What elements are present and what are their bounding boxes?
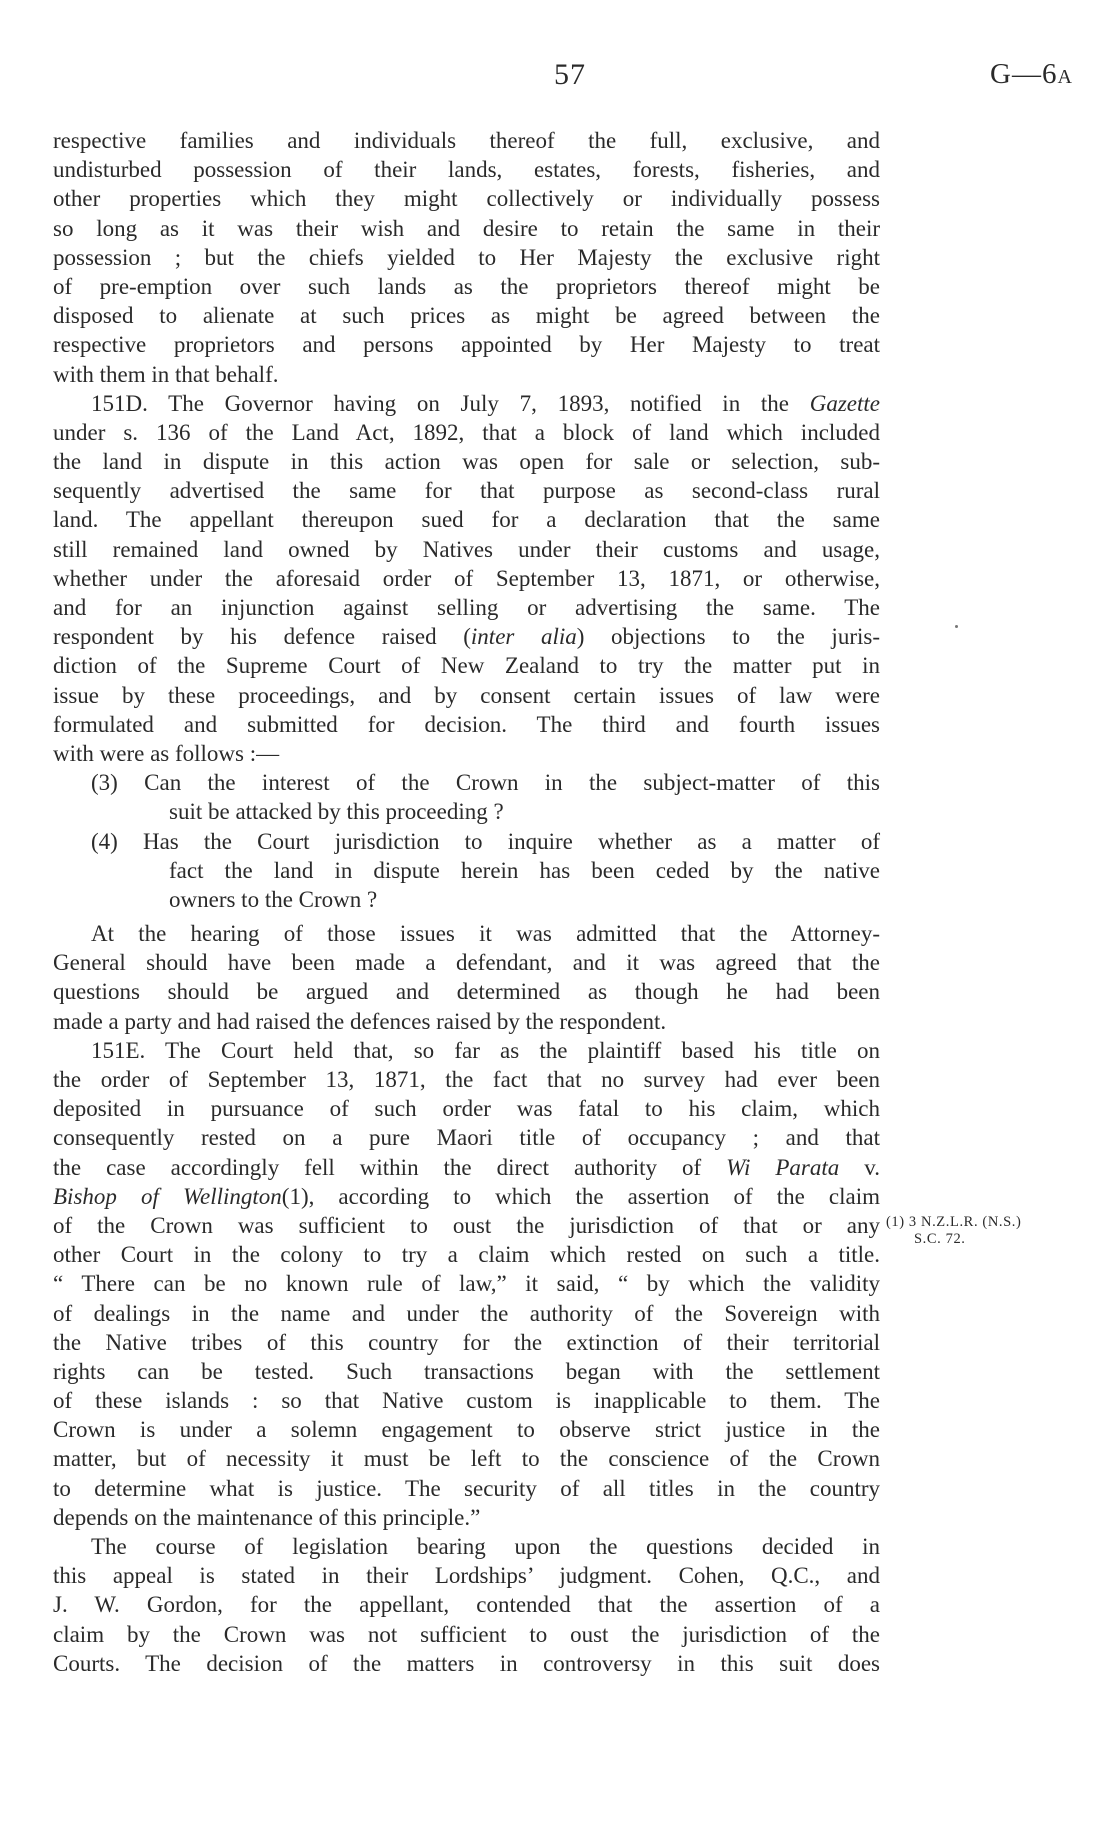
citation-line: S.C. 72. (914, 1231, 966, 1247)
text-line: the Native tribes of this country for the extinction of their territorial (53, 1329, 880, 1355)
issue-line: suit be attacked by this proceeding ? (169, 799, 504, 825)
text-line: under s. 136 of the Land Act, 1892, that a block of land which included (53, 419, 880, 445)
text-line: deposited in pursuance of such order was fatal to his claim, which (53, 1096, 880, 1122)
text-line: formulated and submitted for decision. The third and fourth issues (53, 711, 880, 737)
text-line: matter, but of necessity it must be left to the conscience of the Crown (53, 1446, 880, 1472)
text-line: other properties which they might collectively or individually possess (53, 186, 880, 212)
text-line: with were as follows :— (53, 740, 280, 766)
text-line: claim by the Crown was not sufficient to oust the jurisdiction of the (53, 1621, 880, 1647)
text-line: of dealings in the name and under the authority of the Sovereign with (53, 1300, 880, 1326)
text-line: 151D. The Governor having on July 7, 1893, notified in the Gazette (91, 390, 880, 416)
text-line: undisturbed possession of their lands, estates, forests, fisheries, and (53, 157, 880, 183)
text-line: sequently advertised the same for that purpose as second-class rural (53, 478, 880, 504)
text-line: whether under the aforesaid order of September 13, 1871, or otherwise, (53, 565, 880, 591)
text-line: land. The appellant thereupon sued for a declaration that the same (53, 507, 880, 533)
page-number: 57 (554, 58, 586, 91)
text-line: respective families and individuals thereof the full, exclusive, and (53, 128, 880, 153)
text-line: rights can be tested. Such transactions began with the settlement (53, 1358, 880, 1384)
body-text (53, 126, 880, 1678)
text-line: J. W. Gordon, for the appellant, contended that the assertion of a (53, 1592, 880, 1618)
text-line: possession ; but the chiefs yielded to Her Majesty the exclusive right (53, 244, 880, 270)
text-line: and for an injunction against selling or advertising the same. The (53, 595, 880, 620)
text-line: with them in that behalf. (53, 361, 279, 387)
text-line: the land in dispute in this action was open for sale or selection, sub- (53, 449, 880, 475)
citation-line: (1) 3 N.Z.L.R. (N.S.) (886, 1214, 1022, 1230)
text-line: depends on the maintenance of this principle.” (53, 1504, 481, 1530)
text-line: consequently rested on a pure Maori title of occupancy ; and that (53, 1125, 880, 1151)
text-line: other Court in the colony to try a claim which rested on such a title. (53, 1242, 880, 1268)
text-line: 151E. The Court held that, so far as the plaintiff based his title on (91, 1037, 880, 1063)
text-line: so long as it was their wish and desire to retain the same in their (53, 215, 880, 241)
text-line: The course of legislation bearing upon the questions decided in (91, 1534, 880, 1559)
text-line: the case accordingly fell within the direct authority of Wi Parata v. (53, 1154, 880, 1180)
text-line: still remained land owned by Natives under their customs and usage, (53, 536, 880, 562)
text-line: respondent by his defence raised (inter alia) objections to the juris- (53, 624, 880, 650)
text-line: questions should be argued and determined as though he had been (53, 979, 880, 1005)
text-line: issue by these proceedings, and by consent certain issues of law were (53, 682, 880, 708)
text-line: Courts. The decision of the matters in controversy in this suit does (53, 1650, 880, 1676)
series-code-main: G—6 (990, 58, 1058, 90)
text-line: to determine what is justice. The security of all titles in the country (53, 1475, 880, 1501)
text-line: diction of the Supreme Court of New Zealand to try the matter put in (53, 653, 880, 679)
issue-line: owners to the Crown ? (169, 886, 378, 912)
text-line: Bishop of Wellington(1), according to which the assertion of the claim (53, 1183, 880, 1209)
text-line: of the Crown was sufficient to oust the jurisdiction of that or any (53, 1212, 880, 1238)
issue-line: (4) Has the Court jurisdiction to inquire whether as a matter of (91, 828, 880, 854)
text-line: disposed to alienate at such prices as might be agreed between the (53, 303, 880, 329)
text-line: this appeal is stated in their Lordships’ judgment. Cohen, Q.C., and (53, 1563, 880, 1589)
text-line: made a party and had raised the defences raised by the respondent. (53, 1008, 667, 1034)
text-line: of these islands : so that Native custom is inapplicable to them. The (53, 1388, 880, 1414)
text-line: General should have been made a defendant, and it was agreed that the (53, 950, 880, 976)
text-line: Crown is under a solemn engagement to observe strict justice in the (53, 1417, 880, 1443)
text-line: “ There can be no known rule of law,” it said, “ by which the validity (53, 1271, 880, 1297)
issue-line: fact the land in dispute herein has been ceded by the native (169, 857, 880, 883)
text-line: respective proprietors and persons appointed by Her Majesty to treat (53, 332, 880, 358)
series-code-sub: A (1057, 66, 1073, 88)
text-line: of pre-emption over such lands as the proprietors thereof might be (53, 273, 880, 299)
text-line: At the hearing of those issues it was admitted that the Attorney- (91, 921, 880, 947)
issue-line: (3) Can the interest of the Crown in the subject-matter of this (91, 770, 880, 796)
margin-citation (886, 1214, 1086, 1248)
text-line: the order of September 13, 1871, the fact that no survey had ever been (53, 1067, 880, 1092)
margin-dot (955, 625, 958, 628)
series-code (990, 58, 1073, 91)
